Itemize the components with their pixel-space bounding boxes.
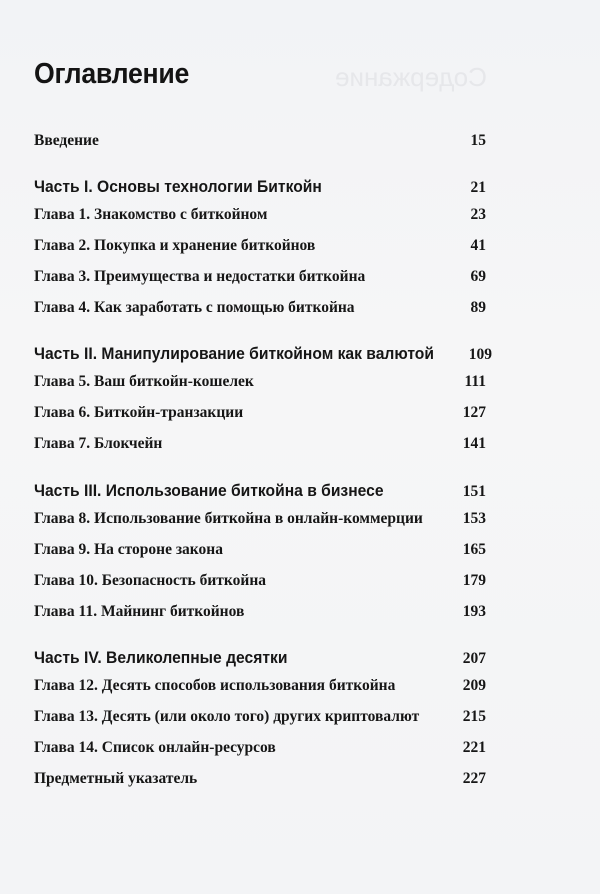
- toc-entry-page: 165: [462, 541, 486, 558]
- toc-entry-label: Введение: [34, 132, 99, 149]
- toc-entry-chapter-9[interactable]: [34, 541, 486, 559]
- toc-entry-label: Глава 6. Биткойн-транзакции: [34, 404, 244, 421]
- toc-entry-page: 227: [462, 770, 486, 787]
- toc-entry-part-3[interactable]: [34, 481, 486, 501]
- toc-entry-page: 221: [462, 739, 486, 756]
- toc-entry-label: Глава 10. Безопасность биткойна: [34, 572, 267, 589]
- toc-entry-page: 23: [470, 206, 486, 223]
- toc-entry-label: Часть IV. Великолепные десятки: [34, 648, 288, 667]
- toc-entry-chapter-11[interactable]: [34, 603, 486, 621]
- toc-entry-label: Часть II. Манипулирование биткойном как валютой: [34, 344, 434, 363]
- toc-entry-page: 15: [470, 132, 486, 149]
- toc-entry-label: Часть I. Основы технологии Биткойн: [34, 177, 322, 196]
- toc-entry-chapter-10[interactable]: [34, 572, 486, 590]
- toc-entry-index[interactable]: [34, 770, 486, 788]
- toc-entry-label: Глава 13. Десять (или около того) других криптовалют: [34, 708, 420, 725]
- toc-entry-label: Глава 7. Блокчейн: [34, 435, 163, 452]
- toc-entry-page: 21: [470, 179, 486, 196]
- toc-entry-page: 141: [462, 435, 486, 452]
- toc-entry-chapter-2[interactable]: [34, 237, 486, 255]
- bleed-through-text: Содержание: [335, 62, 487, 92]
- toc-entry-label: Глава 1. Знакомство с биткойном: [34, 206, 268, 223]
- toc-entry-chapter-14[interactable]: [34, 739, 486, 757]
- toc-entry-page: 89: [470, 299, 486, 316]
- toc-entry-page: 69: [470, 268, 486, 285]
- toc-entry-chapter-13[interactable]: [34, 708, 486, 726]
- toc-entry-intro[interactable]: [34, 132, 486, 150]
- toc-entry-page: 209: [462, 677, 486, 694]
- toc-entry-page: 151: [462, 483, 486, 500]
- toc-entry-part-1[interactable]: [34, 177, 486, 197]
- toc-entry-chapter-12[interactable]: [34, 677, 486, 695]
- toc-entry-label: Глава 8. Использование биткойна в онлайн-коммерции: [34, 510, 423, 527]
- toc-entry-chapter-5[interactable]: [34, 373, 486, 391]
- toc-entry-label: Глава 11. Майнинг биткойнов: [34, 603, 245, 620]
- toc-entry-label: Глава 2. Покупка и хранение биткойнов: [34, 237, 316, 254]
- toc-entry-label: Глава 3. Преимущества и недостатки биткойна: [34, 268, 366, 285]
- toc-entry-label: Глава 9. На стороне закона: [34, 541, 223, 558]
- toc-entry-chapter-4[interactable]: [34, 299, 486, 317]
- toc-entry-page: 207: [462, 650, 486, 667]
- toc-entry-chapter-6[interactable]: [34, 404, 486, 422]
- toc-entry-label: Часть III. Использование биткойна в бизнесе: [34, 481, 384, 500]
- toc-entry-part-4[interactable]: [34, 648, 486, 668]
- toc-entry-label: Глава 4. Как заработать с помощью биткойна: [34, 299, 355, 316]
- toc-entry-chapter-8[interactable]: [34, 510, 486, 528]
- toc-entry-page: 215: [462, 708, 486, 725]
- toc-entry-label: Глава 14. Список онлайн-ресурсов: [34, 739, 276, 756]
- toc-entry-chapter-3[interactable]: [34, 268, 486, 286]
- toc-entry-page: 111: [464, 373, 486, 390]
- toc-entry-page: 153: [462, 510, 486, 527]
- toc-entry-label: Глава 12. Десять способов использования биткойна: [34, 677, 396, 694]
- toc-entry-part-2[interactable]: [34, 344, 492, 364]
- toc-entry-label: Предметный указатель: [34, 770, 198, 787]
- toc-entry-page: 41: [470, 237, 486, 254]
- toc-entry-page: 127: [462, 404, 486, 421]
- toc-entry-page: 109: [468, 346, 492, 363]
- toc-entry-chapter-7[interactable]: [34, 435, 486, 453]
- toc-entry-page: 179: [462, 572, 486, 589]
- toc-entry-label: Глава 5. Ваш биткойн-кошелек: [34, 373, 254, 390]
- toc-entry-page: 193: [462, 603, 486, 620]
- toc-entry-chapter-1[interactable]: [34, 206, 486, 224]
- page-title: Оглавление: [34, 58, 190, 90]
